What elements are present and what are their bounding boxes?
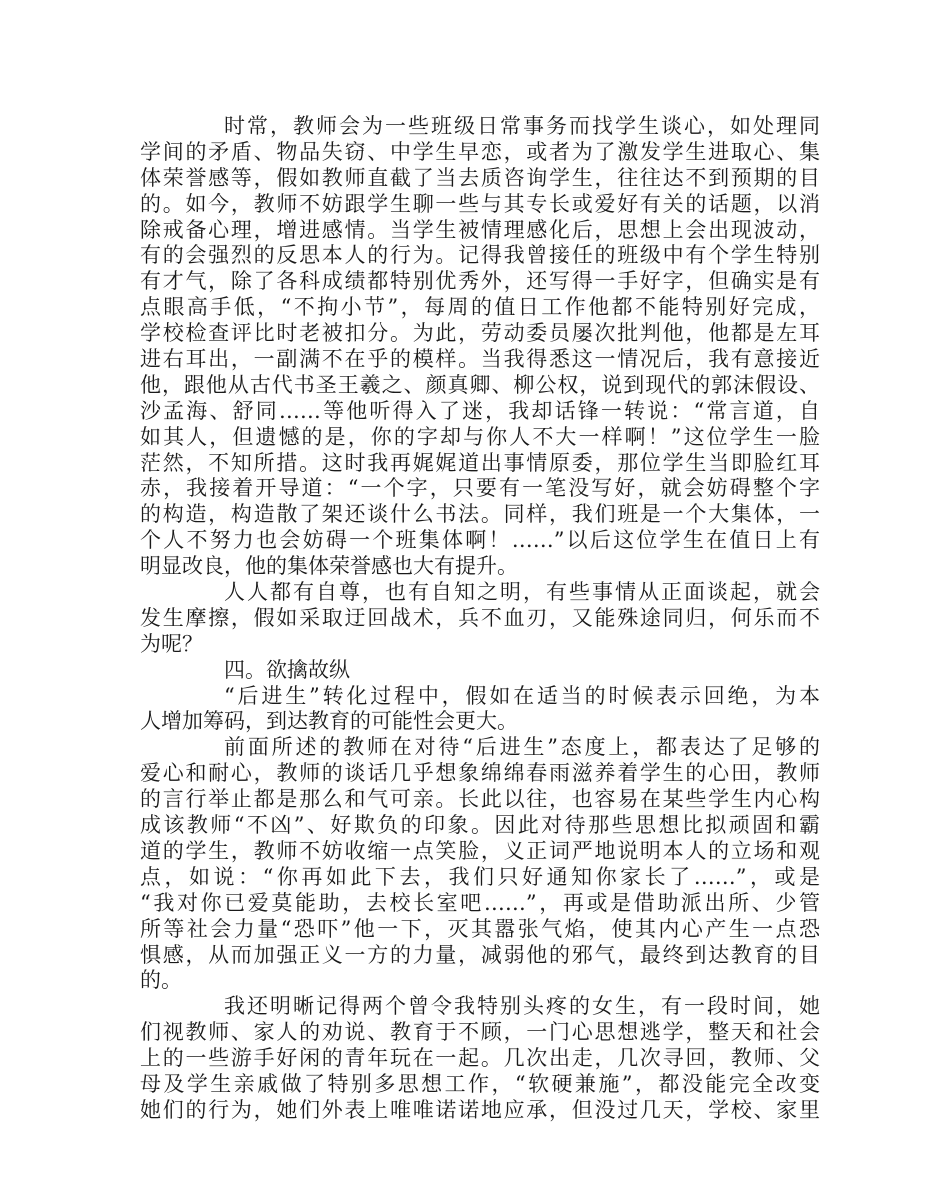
text-line: “后进生”转化过程中，假如在适当的时候表示回绝，为本 bbox=[224, 683, 820, 708]
text-line: 爱心和耐心，教师的谈话几乎想象绵绵春雨滋养着学生的心田，教师 bbox=[140, 761, 820, 786]
text-line: 成该教师“不凶”、好欺负的印象。因此对待那些思想比拟顽固和霸 bbox=[140, 813, 820, 838]
text-line: 点眼高手低，“不拘小节”，每周的值日工作他都不能特别好完成， bbox=[140, 295, 820, 320]
text-line: 发生摩擦，假如采取迂回战术，兵不血刃，又能殊途同归，何乐而不 bbox=[140, 605, 820, 630]
text-line: 茫然，不知所措。这时我再娓娓道出事情原委，那位学生当即脸红耳 bbox=[140, 450, 820, 475]
text-line: 如其人，但遗憾的是，你的字却与你人不大一样啊！”这位学生一脸 bbox=[140, 424, 820, 449]
text-line: 除戒备心理，增进感情。当学生被情理感化后，思想上会出现波动， bbox=[140, 217, 820, 242]
text-line: 有的会强烈的反思本人的行为。记得我曾接任的班级中有个学生特别 bbox=[140, 243, 820, 268]
text-line: 她们的行为，她们外表上唯唯诺诺地应承，但没过几天，学校、家里 bbox=[140, 1097, 820, 1122]
text-line: 学间的矛盾、物品失窃、中学生早恋，或者为了激发学生进取心、集 bbox=[140, 139, 820, 164]
text-line: 有才气，除了各科成绩都特别优秀外，还写得一手好字，但确实是有 bbox=[140, 269, 820, 294]
text-line: 四。欲擒故纵 bbox=[224, 657, 350, 682]
text-line: 人增加筹码，到达教育的可能性会更大。 bbox=[140, 709, 518, 734]
document-page bbox=[140, 114, 820, 1124]
text-line: “我对你已爱莫能助，去校长室吧……”，再或是借助派出所、少管 bbox=[140, 890, 820, 915]
text-line: 时常，教师会为一些班级日常事务而找学生谈心，如处理同 bbox=[224, 114, 820, 138]
text-line: 为呢？ bbox=[140, 631, 203, 656]
text-line: 们视教师、家人的劝说、教育于不顾，一门心思想逃学，整天和社会 bbox=[140, 1020, 820, 1045]
text-line: 我还明晰记得两个曾令我特别头疼的女生，有一段时间，她 bbox=[224, 994, 820, 1019]
text-line: 惧感，从而加强正义一方的力量，减弱他的邪气，最终到达教育的目 bbox=[140, 942, 820, 967]
text-line: 沙孟海、舒同……等他听得入了迷，我却话锋一转说：“常言道，自 bbox=[140, 398, 820, 423]
text-line: 个人不努力也会妨碍一个班集体啊！……”以后这位学生在值日上有 bbox=[140, 528, 820, 553]
text-line: 明显改良，他的集体荣誉感也大有提升。 bbox=[140, 554, 518, 579]
text-line: 人人都有自尊，也有自知之明，有些事情从正面谈起，就会 bbox=[224, 580, 820, 605]
text-line: 他，跟他从古代书圣王羲之、颜真卿、柳公权，说到现代的郭沫假设、 bbox=[140, 372, 820, 397]
text-line: 进右耳出，一副满不在乎的模样。当我得悉这一情况后，我有意接近 bbox=[140, 347, 820, 372]
text-line: 的构造，构造散了架还谈什么书法。同样，我们班是一个大集体，一 bbox=[140, 502, 820, 527]
text-line: 道的学生，教师不妨收缩一点笑脸，义正词严地说明本人的立场和观 bbox=[140, 838, 820, 863]
text-line: 的。如今，教师不妨跟学生聊一些与其专长或爱好有关的话题，以消 bbox=[140, 191, 820, 216]
text-line: 母及学生亲戚做了特别多思想工作，“软硬兼施”，都没能完全改变 bbox=[140, 1071, 820, 1096]
text-line: 赤，我接着开导道：“一个字，只要有一笔没写好，就会妨碍整个字 bbox=[140, 476, 820, 501]
text-line: 学校检查评比时老被扣分。为此，劳动委员屡次批判他，他都是左耳 bbox=[140, 321, 820, 346]
text-line: 所等社会力量“恐吓”他一下，灭其嚣张气焰，使其内心产生一点恐 bbox=[140, 916, 820, 941]
text-line: 的言行举止都是那么和气可亲。长此以往，也容易在某些学生内心构 bbox=[140, 787, 820, 812]
text-line: 点，如说：“你再如此下去，我们只好通知你家长了……”，或是 bbox=[140, 864, 820, 889]
text-line: 前面所述的教师在对待“后进生”态度上，都表达了足够的 bbox=[224, 735, 820, 760]
text-line: 的。 bbox=[140, 968, 182, 993]
text-line: 体荣誉感等，假如教师直截了当去质咨询学生，往往达不到预期的目 bbox=[140, 165, 820, 190]
text-line: 上的一些游手好闲的青年玩在一起。几次出走，几次寻回，教师、父 bbox=[140, 1046, 820, 1071]
